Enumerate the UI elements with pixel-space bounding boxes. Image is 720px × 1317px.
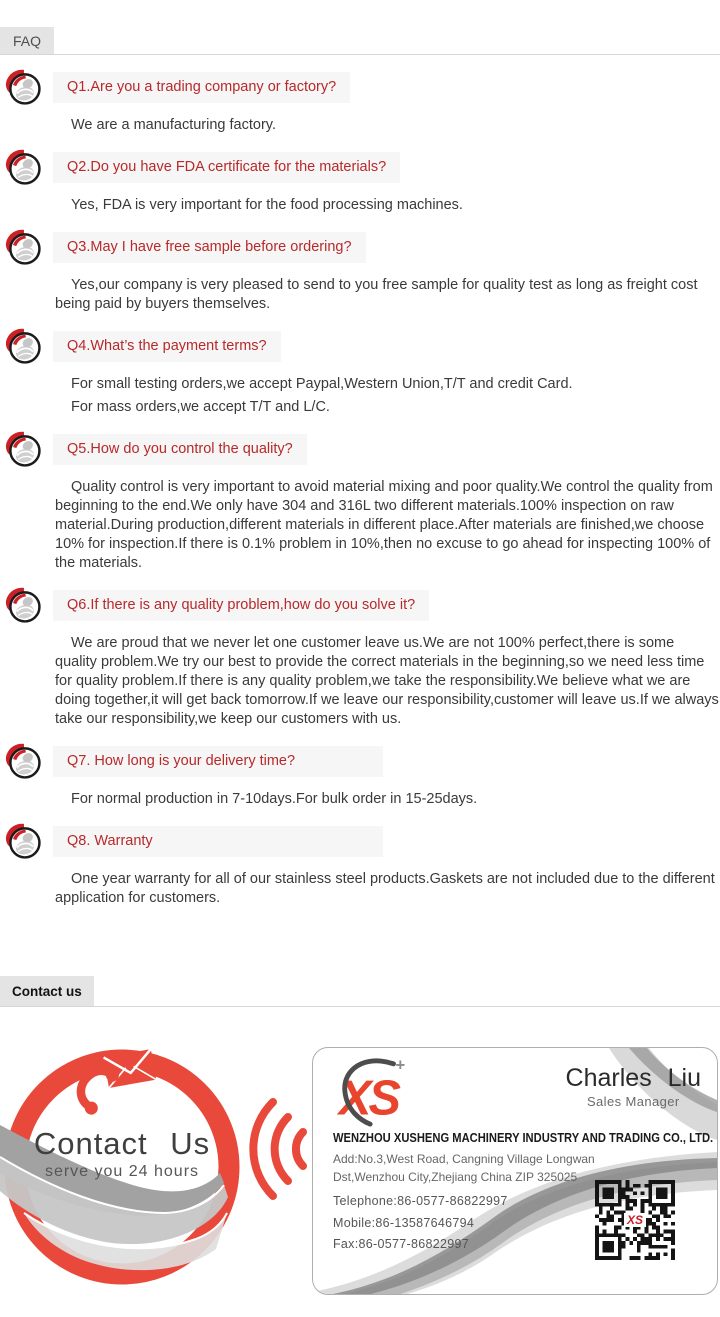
qr-center-logo: XS (624, 1213, 646, 1227)
faq-question (53, 152, 400, 183)
mobile-number: Mobile:86-13587646794 (333, 1216, 475, 1230)
faq-answer: One year warranty for all of our stainless steel products.Gaskets are not included due to the different application for customers. (55, 871, 715, 906)
signal-waves-icon (246, 1093, 326, 1205)
faq-question (53, 72, 350, 103)
faq-item-q7 (0, 746, 720, 809)
faq-answer: We are proud that we never let one customer leave us.We are not 100% perfect,there is some quality problem.We try our best to provide the correct materials in the beginning,so we need less time for quality problem.If there is any quality problem,we take the responsibility.We believe what we are doing together,it will get back tomorrow.If we leave our responsibility,customer will leave us.If we always take our responsibility,we keep our customers with us. (55, 635, 719, 727)
operator-headset-icon (4, 327, 42, 365)
faq-question-text: Q2.Do you have FDA certificate for the materials? (67, 159, 387, 175)
contact-tabbar (0, 976, 720, 1007)
operator-headset-icon (4, 148, 42, 186)
operator-headset-icon (4, 742, 42, 780)
company-address: Add:No.3,West Road, Cangning Village Longwan Dst,Wenzhou City,Zhejiang China ZIP 325025 (333, 1152, 595, 1184)
faq-question (53, 590, 429, 621)
card-person (566, 1064, 701, 1109)
operator-headset-icon (4, 430, 42, 468)
faq-item-q1 (0, 72, 720, 135)
company-name: WENZHOU XUSHENG MACHINERY INDUSTRY AND TRADING CO., LTD. (333, 1130, 714, 1145)
faq-question (53, 826, 383, 857)
faq-item-q8 (0, 826, 720, 908)
faq-item-q2 (0, 152, 720, 215)
tab-faq[interactable]: FAQ (0, 27, 54, 54)
operator-headset-icon (4, 586, 42, 624)
fax-number: Fax:86-0577-86822997 (333, 1237, 469, 1251)
operator-headset-icon (4, 228, 42, 266)
faq-question-text: Q4.What’s the payment terms? (67, 338, 267, 354)
faq-list (0, 72, 720, 912)
person-name: Charles Liu (565, 1064, 701, 1092)
qr-code (595, 1180, 675, 1260)
faq-answer: Yes,our company is very pleased to send to you free sample for quality test as long as freight cost being paid by buyers themselves. (55, 277, 698, 312)
faq-question-text: Q7. How long is your delivery time? (67, 753, 296, 769)
faq-item-q3 (0, 232, 720, 314)
operator-headset-icon (4, 822, 42, 860)
faq-question (53, 434, 307, 465)
business-card (312, 1047, 718, 1295)
telephone-number: Telephone:86-0577-86822997 (333, 1194, 508, 1208)
company-logo (335, 1056, 417, 1130)
faq-question (53, 331, 281, 362)
faq-tabbar (0, 27, 720, 55)
contact-section (0, 1007, 720, 1317)
company-logo-text: XS (339, 1071, 399, 1126)
faq-question-text: Q6.If there is any quality problem,how do you solve it? (67, 597, 416, 613)
faq-answer: We are a manufacturing factory. (71, 117, 276, 133)
person-title: Sales Manager (586, 1094, 680, 1109)
contact-badge-title: Contact Us (33, 1126, 211, 1161)
faq-item-q6 (0, 590, 720, 729)
faq-answer: For small testing orders,we accept Paypal,Western Union,T/T and credit Card. (71, 376, 573, 392)
faq-question-text: Q3.May I have free sample before ordering? (67, 239, 352, 255)
faq-answer: Yes, FDA is very important for the food processing machines. (71, 197, 463, 213)
faq-item-q4 (0, 331, 720, 417)
contact-badge-subtitle: serve you 24 hours (44, 1163, 200, 1180)
faq-answer: Quality control is very important to avoid material mixing and poor quality.We control the quality from beginning to the end.We only have 304 and 316L two different materials.100% inspection on raw material.During production,different materials in different place.After materials are finished,we choose 10% for inspection.If there is 0.1% problem in 10%,then no excuse to go ahead for inspecting 100% of the materials. (55, 479, 713, 571)
faq-item-q5 (0, 434, 720, 573)
faq-answer: For mass orders,we accept T/T and L/C. (71, 399, 330, 415)
faq-question-text: Q5.How do you control the quality? (67, 441, 293, 457)
tab-contact-us[interactable]: Contact us (0, 976, 94, 1006)
faq-question (53, 232, 366, 263)
faq-question-text: Q1.Are you a trading company or factory? (67, 79, 337, 95)
operator-headset-icon (4, 68, 42, 106)
faq-answer: For normal production in 7-10days.For bulk order in 15-25days. (71, 791, 478, 807)
logo-plus-mark: + (395, 1056, 406, 1075)
faq-question-text: Q8. Warranty (67, 833, 153, 849)
faq-question (53, 746, 383, 777)
